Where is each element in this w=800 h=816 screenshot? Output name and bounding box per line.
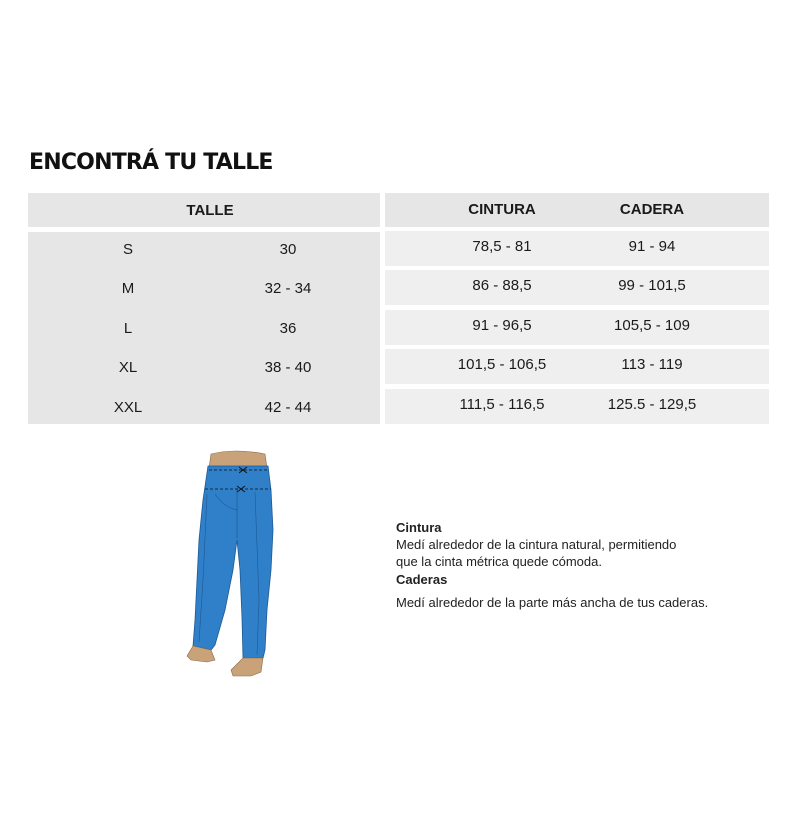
measurement-instructions	[396, 519, 726, 611]
cintura-cell: 86 - 88,5	[472, 277, 532, 294]
page-title: ENCONTRÁ TU TALLE	[29, 150, 273, 175]
size-cell: XL	[118, 359, 138, 376]
cintura-cell: 101,5 - 106,5	[457, 356, 547, 373]
table-row	[385, 349, 769, 384]
cintura-title: Cintura	[396, 520, 442, 535]
cintura-header: CINTURA	[468, 201, 536, 218]
table-row	[28, 280, 380, 300]
size-table	[28, 193, 380, 424]
table-row	[28, 399, 380, 419]
table-row	[385, 310, 769, 345]
size-cell: XXL	[113, 399, 143, 416]
size-cell: S	[122, 241, 133, 258]
cadera-cell: 113 - 119	[621, 356, 683, 373]
size-table-header: TALLE	[28, 193, 380, 227]
table-row	[28, 359, 380, 379]
number-cell: 38 - 40	[264, 359, 312, 376]
number-cell: 32 - 34	[264, 280, 312, 297]
number-cell: 42 - 44	[264, 399, 312, 416]
table-row	[28, 320, 380, 340]
size-cell: M	[121, 280, 135, 297]
table-row	[385, 231, 769, 266]
cintura-cell: 91 - 96,5	[472, 317, 532, 334]
cadera-cell: 125.5 - 129,5	[607, 396, 697, 413]
table-row	[28, 241, 380, 261]
table-row	[385, 270, 769, 305]
cintura-cell: 78,5 - 81	[472, 238, 532, 255]
cintura-text-line-1: Medí alrededor de la cintura natural, permitiendo	[396, 537, 677, 552]
table-row	[385, 389, 769, 424]
cadera-cell: 91 - 94	[628, 238, 676, 255]
measurements-table	[385, 193, 769, 413]
caderas-title: Caderas	[396, 572, 448, 587]
size-cell: L	[123, 320, 133, 337]
cadera-header: CADERA	[619, 201, 685, 218]
cadera-cell: 105,5 - 109	[614, 317, 690, 334]
cintura-cell: 111,5 - 116,5	[459, 396, 545, 413]
number-cell: 30	[279, 241, 297, 258]
number-cell: 36	[279, 320, 297, 337]
cadera-cell: 99 - 101,5	[618, 277, 686, 294]
cintura-text-line-2: que la cinta métrica quede cómoda.	[396, 554, 602, 569]
measurements-table-header	[385, 193, 769, 227]
size-table-body	[28, 232, 380, 424]
caderas-text: Medí alrededor de la parte más ancha de tus caderas.	[396, 595, 709, 610]
pants-measurement-icon	[185, 450, 285, 682]
